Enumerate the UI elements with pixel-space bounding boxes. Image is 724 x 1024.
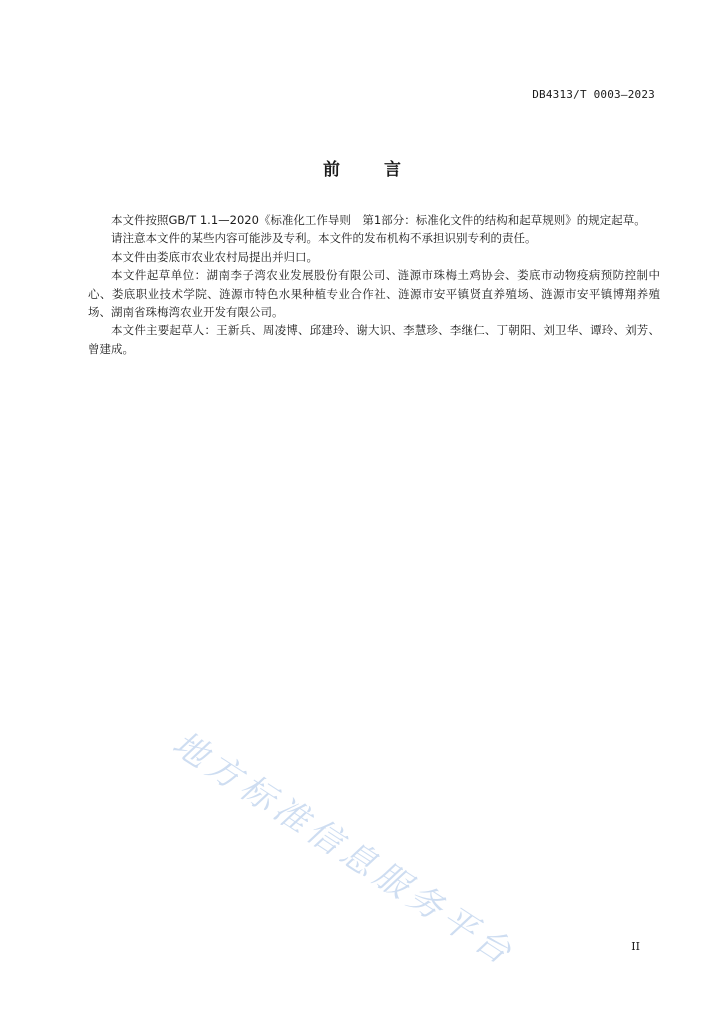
paragraph-drafting-rules: 本文件按照GB/T 1.1—2020《标准化工作导则 第1部分：标准化文件的结构和起草规则》的规定起草。 bbox=[111, 213, 646, 227]
document-body bbox=[88, 211, 660, 358]
paragraph-proposing-unit: 本文件由娄底市农业农村局提出并归口。 bbox=[111, 249, 318, 264]
paragraph-patent-notice: 请注意本文件的某些内容可能涉及专利。本文件的发布机构不承担识别专利的责任。 bbox=[111, 231, 537, 246]
page-title: 前言 bbox=[323, 160, 445, 180]
paragraph-drafters: 本文件主要起草人：王新兵、周凌博、邱建玲、谢大识、李慧珍、李继仁、丁朝阳、刘卫华、谭玲、刘芳、曾建成。 bbox=[88, 323, 660, 356]
paragraph-drafting-units: 本文件起草单位：湖南李子湾农业发展股份有限公司、涟源市珠梅土鸡协会、娄底市动物疫病预防控制中心、娄底职业技术学院、涟源市特色水果种植专业合作社、涟源市安平镇贤直养殖场、涟源市安平镇博翔养殖场、湖南省珠梅湾农业开发有限公司。 bbox=[88, 268, 660, 320]
document-code: DB4313/T 0003—2023 bbox=[532, 88, 655, 101]
watermark: 地方标准信息服务平台 bbox=[165, 723, 523, 976]
page-number: II bbox=[631, 940, 640, 953]
